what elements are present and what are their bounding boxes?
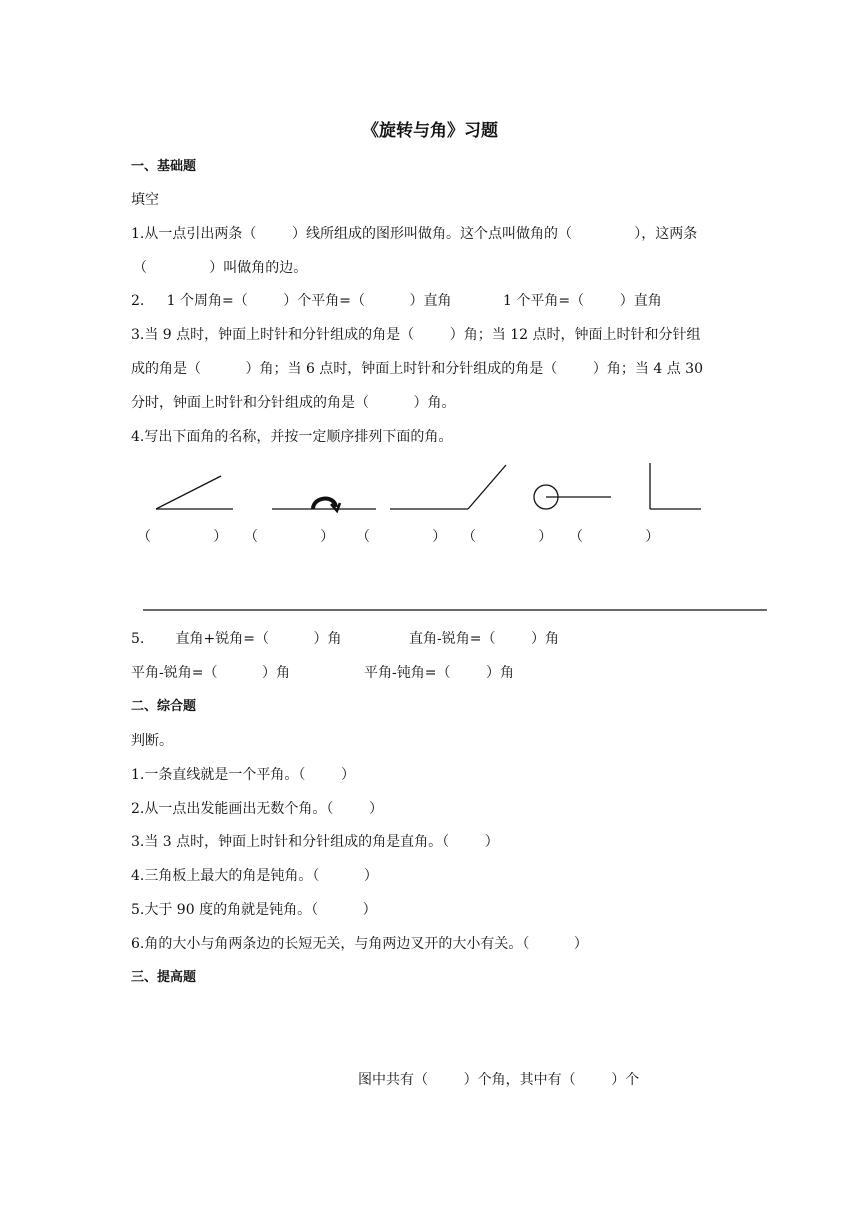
question3-line2: 成的角是（ ）角；当 6 点时，钟面上时针和分针组成的角是（ ）角；当 4 点 30 bbox=[131, 361, 703, 377]
question3-line3: 分时，钟面上时针和分针组成的角是（ ）角。 bbox=[131, 395, 456, 411]
section2-heading: 二、综合题 bbox=[131, 699, 197, 714]
obtuse-angle-figure bbox=[390, 465, 506, 509]
section2-subheading: 判断。 bbox=[131, 733, 173, 749]
right-angle-figure bbox=[650, 463, 701, 509]
answer-blank-2: （ ） bbox=[244, 529, 335, 545]
straight-angle-figure bbox=[272, 499, 376, 511]
answer-blank-5: （ ） bbox=[569, 529, 660, 545]
question3-line1: 3.当 9 点时，钟面上时针和分针组成的角是（ ）角；当 12 点时，钟面上时针和分针组 bbox=[131, 327, 701, 343]
judgement-item-5: 5.大于 90 度的角就是钝角。（ ） bbox=[131, 902, 377, 918]
question1-line1: 1.从一点引出两条（ ）线所组成的图形叫做角。这个点叫做角的（ ），这两条 bbox=[131, 226, 698, 242]
question5-part-d: 平角-钝角=（ ）角 bbox=[364, 665, 515, 681]
judgement-item-1: 1.一条直线就是一个平角。（ ） bbox=[131, 767, 355, 783]
question2-part-a: 2. 1 个周角=（ ）个平角=（ ）直角 bbox=[131, 293, 452, 309]
question4-text: 4.写出下面角的名称，并按一定顺序排列下面的角。 bbox=[131, 429, 453, 445]
section3-question: 图中共有（ ）个角，其中有（ ）个 bbox=[358, 1072, 640, 1088]
full-angle-figure bbox=[534, 485, 611, 509]
judgement-item-3: 3.当 3 点时，钟面上时针和分针组成的角是直角。（ ） bbox=[131, 834, 499, 850]
judgement-item-2: 2.从一点出发能画出无数个角。（ ） bbox=[131, 801, 383, 817]
section1-subheading: 填空 bbox=[131, 192, 159, 208]
answer-blank-3: （ ） bbox=[356, 529, 447, 545]
page-title: 《旋转与角》习题 bbox=[362, 121, 498, 141]
question2-part-b: 1 个平角=（ ）直角 bbox=[503, 293, 662, 309]
judgement-item-6: 6.角的大小与角两条边的长短无关，与角两边叉开的大小有关。（ ） bbox=[131, 936, 588, 952]
judgement-item-4: 4.三角板上最大的角是钝角。（ ） bbox=[131, 868, 378, 884]
question1-line2: （ ）叫做角的边。 bbox=[133, 260, 308, 276]
section1-heading: 一、基础题 bbox=[131, 159, 197, 174]
question5-part-a: 5. 直角+锐角=（ ）角 bbox=[131, 631, 342, 647]
question5-part-c: 平角-锐角=（ ）角 bbox=[131, 665, 290, 681]
answer-blank-4: （ ） bbox=[462, 529, 553, 545]
question5-part-b: 直角-锐角=（ ）角 bbox=[409, 631, 560, 647]
section3-heading: 三、提高题 bbox=[131, 970, 197, 985]
acute-angle-figure bbox=[156, 476, 233, 509]
answer-blank-1: （ ） bbox=[137, 529, 228, 545]
